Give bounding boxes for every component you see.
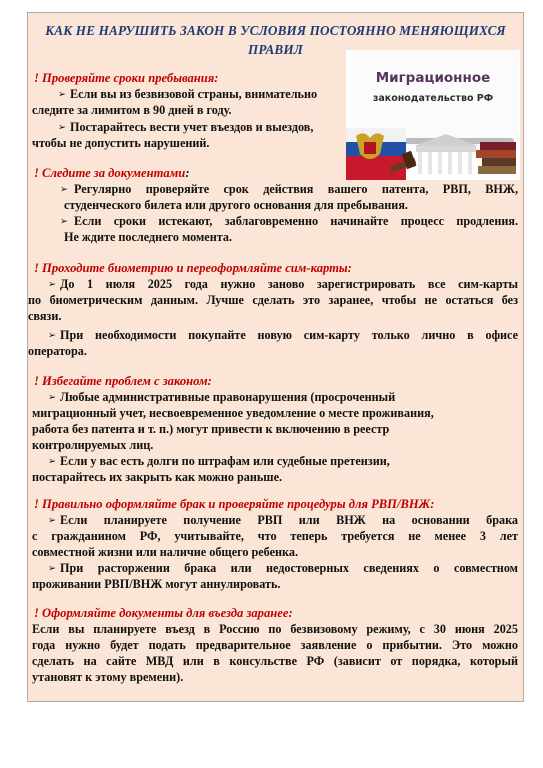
arrow-bullet-icon: ➢ — [58, 89, 66, 100]
text-line: студенческого билета или другого основания для пребывания. — [64, 198, 408, 212]
text-line: проживании РВП/ВНЖ могут аннулировать. — [32, 577, 281, 591]
text-line: работа без патента и т. п.) могут привести к включению в реестр — [32, 422, 390, 436]
text-line: утановят к этому времени). — [32, 670, 184, 684]
migration-law-image — [346, 50, 520, 180]
poster-title: КАК НЕ НАРУШИТЬ ЗАКОН В УСЛОВИЯ ПОСТОЯННО МЕНЯЮЩИХСЯ ПРАВИЛ — [45, 23, 506, 57]
arrow-bullet-icon: ➢ — [48, 456, 56, 467]
arrow-bullet-icon: ➢ — [48, 279, 56, 290]
section-heading-documents: ! Следите за документами: — [34, 166, 190, 180]
arrow-bullet-icon: ➢ — [48, 330, 56, 341]
section-heading-stay-terms: ! Проверяйте сроки пребывания: — [34, 71, 219, 85]
bullet-line: ➢ Постарайтесь вести учет въездов и выездов, — [58, 120, 314, 134]
section-heading-biometrics: ! Проходите биометрию и переоформляйте сим-карты: — [34, 261, 352, 275]
text-line: следите за лимитом в 90 дней в году. — [32, 103, 232, 117]
section-heading-entry-documents: ! Оформляйте документы для въезда заранее: — [34, 606, 293, 620]
emblem-flag-books-icon — [346, 50, 520, 180]
bullet-line: ➢ Если планируете получение РВП или ВНЖ на основании брака — [48, 513, 518, 527]
text-line: контролируемых лиц. — [32, 438, 154, 452]
text-line: Если вы планируете въезд в Россию по безвизовому режиму, с 30 июня 2025 — [32, 622, 518, 636]
bullet-line: ➢ При необходимости покупайте новую сим-карту только лично в офисе — [48, 328, 518, 342]
image-caption-line1: Миграционное — [375, 70, 491, 86]
arrow-bullet-icon: ➢ — [48, 392, 56, 403]
arrow-bullet-icon: ➢ — [48, 563, 56, 574]
text-line: миграционный учет, несвоевременное уведомление о месте проживания, — [32, 406, 434, 420]
bullet-line: ➢ Если вы из безвизовой страны, внимательно — [58, 87, 318, 101]
arrow-bullet-icon: ➢ — [48, 515, 56, 526]
arrow-bullet-icon: ➢ — [58, 122, 66, 133]
section-heading-law-problems: ! Избегайте проблем с законом: — [34, 374, 212, 388]
text-line: сделать на сайте МВД или в консульстве РФ (зависит от порядка, который — [32, 654, 518, 668]
bullet-line: ➢ До 1 июля 2025 года нужно заново зарегистрировать все сим-карты — [48, 277, 518, 291]
bullet-line: ➢ Если сроки истекают, заблаговременно начинайте процесс продления. — [60, 214, 518, 228]
text-line: связи. — [28, 309, 62, 323]
image-caption-line2: законодательство РФ — [372, 93, 494, 104]
text-line: совместной жизни или наличие общего ребенка. — [32, 545, 299, 559]
info-poster-panel — [27, 12, 524, 702]
text-line: постарайтесь их закрыть как можно раньше. — [32, 470, 283, 484]
text-line: Не ждите последнего момента. — [64, 230, 232, 244]
bullet-line: ➢ Любые административные правонарушения (просроченный — [48, 390, 396, 404]
text-line: оператора. — [28, 344, 87, 358]
bullet-line: ➢ Если у вас есть долги по штрафам или судебные претензии, — [48, 454, 390, 468]
text-line: с гражданином РФ, учитывайте, что теперь требуется не менее 3 лет — [32, 529, 518, 543]
bullet-line: ➢ Регулярно проверяйте срок действия вашего патента, РВП, ВНЖ, — [60, 182, 518, 196]
bullet-line: ➢ При расторжении брака или недостоверных сведениях о совместном — [48, 561, 518, 575]
text-line: по биометрическим данным. Лучше сделать это заранее, чтобы не остаться без — [28, 293, 518, 307]
arrow-bullet-icon: ➢ — [60, 216, 68, 227]
text-line: года нужно будет подать предварительное заявление о прибытии. Это можно — [32, 638, 518, 652]
arrow-bullet-icon: ➢ — [60, 184, 68, 195]
text-line: чтобы не допустить нарушений. — [32, 136, 210, 150]
section-heading-marriage: ! Правильно оформляйте брак и проверяйте процедуры для РВП/ВНЖ: — [34, 497, 435, 511]
